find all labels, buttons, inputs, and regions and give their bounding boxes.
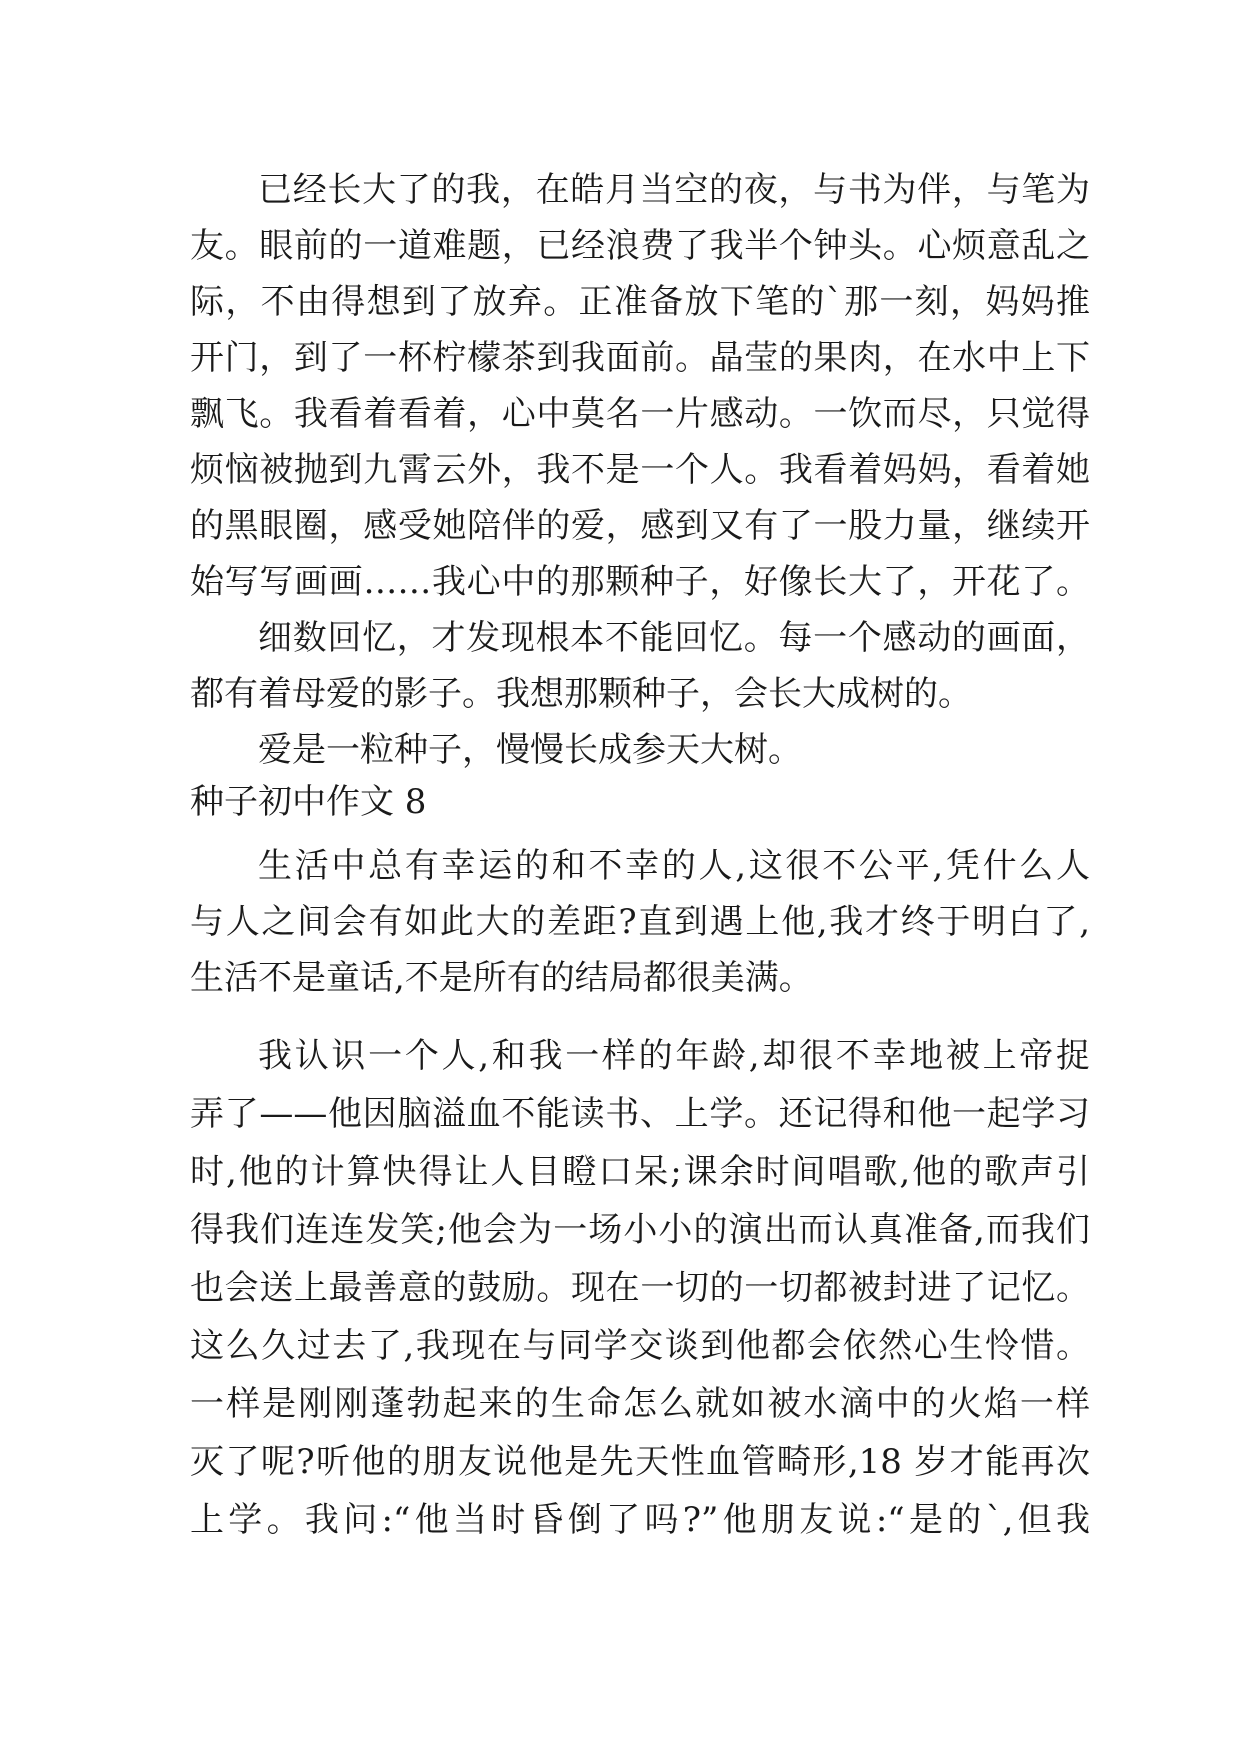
section-heading: 种子初中作文 8 — [190, 782, 427, 822]
text-line: 开门，到了一杯柠檬茶到我面前。晶莹的果肉，在水中上下 — [190, 338, 1090, 378]
text-line: 这么久过去了,我现在与同学交谈到他都会依然心生怜惜。 — [190, 1326, 1090, 1366]
text-line: 也会送上最善意的鼓励。现在一切的一切都被封进了记忆。 — [190, 1268, 1090, 1308]
text-line: 细数回忆，才发现根本不能回忆。每一个感动的画面， — [258, 618, 1090, 658]
text-line: 的黑眼圈，感受她陪伴的爱，感到又有了一股力量，继续开 — [190, 506, 1090, 546]
text-line: 我认识一个人,和我一样的年龄,却很不幸地被上帝捉 — [258, 1036, 1090, 1076]
text-line: 际，不由得想到了放弃。正准备放下笔的`那一刻，妈妈推 — [190, 282, 1090, 322]
text-line: 飘飞。我看着看着，心中莫名一片感动。一饮而尽，只觉得 — [190, 394, 1090, 434]
text-line: 时,他的计算快得让人目瞪口呆;课余时间唱歌,他的歌声引 — [190, 1152, 1090, 1192]
text-line: 爱是一粒种子，慢慢长成参天大树。 — [258, 730, 802, 770]
text-line: 弄了——他因脑溢血不能读书、上学。还记得和他一起学习 — [190, 1094, 1090, 1134]
text-line: 一样是刚刚蓬勃起来的生命怎么就如被水滴中的火焰一样 — [190, 1384, 1090, 1424]
text-line: 生活中总有幸运的和不幸的人,这很不公平,凭什么人 — [258, 846, 1090, 886]
text-line: 上学。我问:“他当时昏倒了吗?”他朋友说:“是的`,但我 — [190, 1500, 1090, 1540]
text-line: 已经长大了的我，在皓月当空的夜，与书为伴，与笔为 — [258, 170, 1090, 210]
text-line: 得我们连连发笑;他会为一场小小的演出而认真准备,而我们 — [190, 1210, 1090, 1250]
text-line: 友。眼前的一道难题，已经浪费了我半个钟头。心烦意乱之 — [190, 226, 1090, 266]
text-line: 灭了呢?听他的朋友说他是先天性血管畸形,18 岁才能再次 — [190, 1442, 1090, 1482]
text-line: 生活不是童话,不是所有的结局都很美满。 — [190, 958, 813, 998]
text-line: 始写写画画……我心中的那颗种子，好像长大了，开花了。 — [190, 562, 1090, 602]
text-line: 烦恼被抛到九霄云外，我不是一个人。我看着妈妈，看着她 — [190, 450, 1090, 490]
text-line: 都有着母爱的影子。我想那颗种子，会长大成树的。 — [190, 674, 972, 714]
text-line: 与人之间会有如此大的差距?直到遇上他,我才终于明白了, — [190, 902, 1090, 942]
